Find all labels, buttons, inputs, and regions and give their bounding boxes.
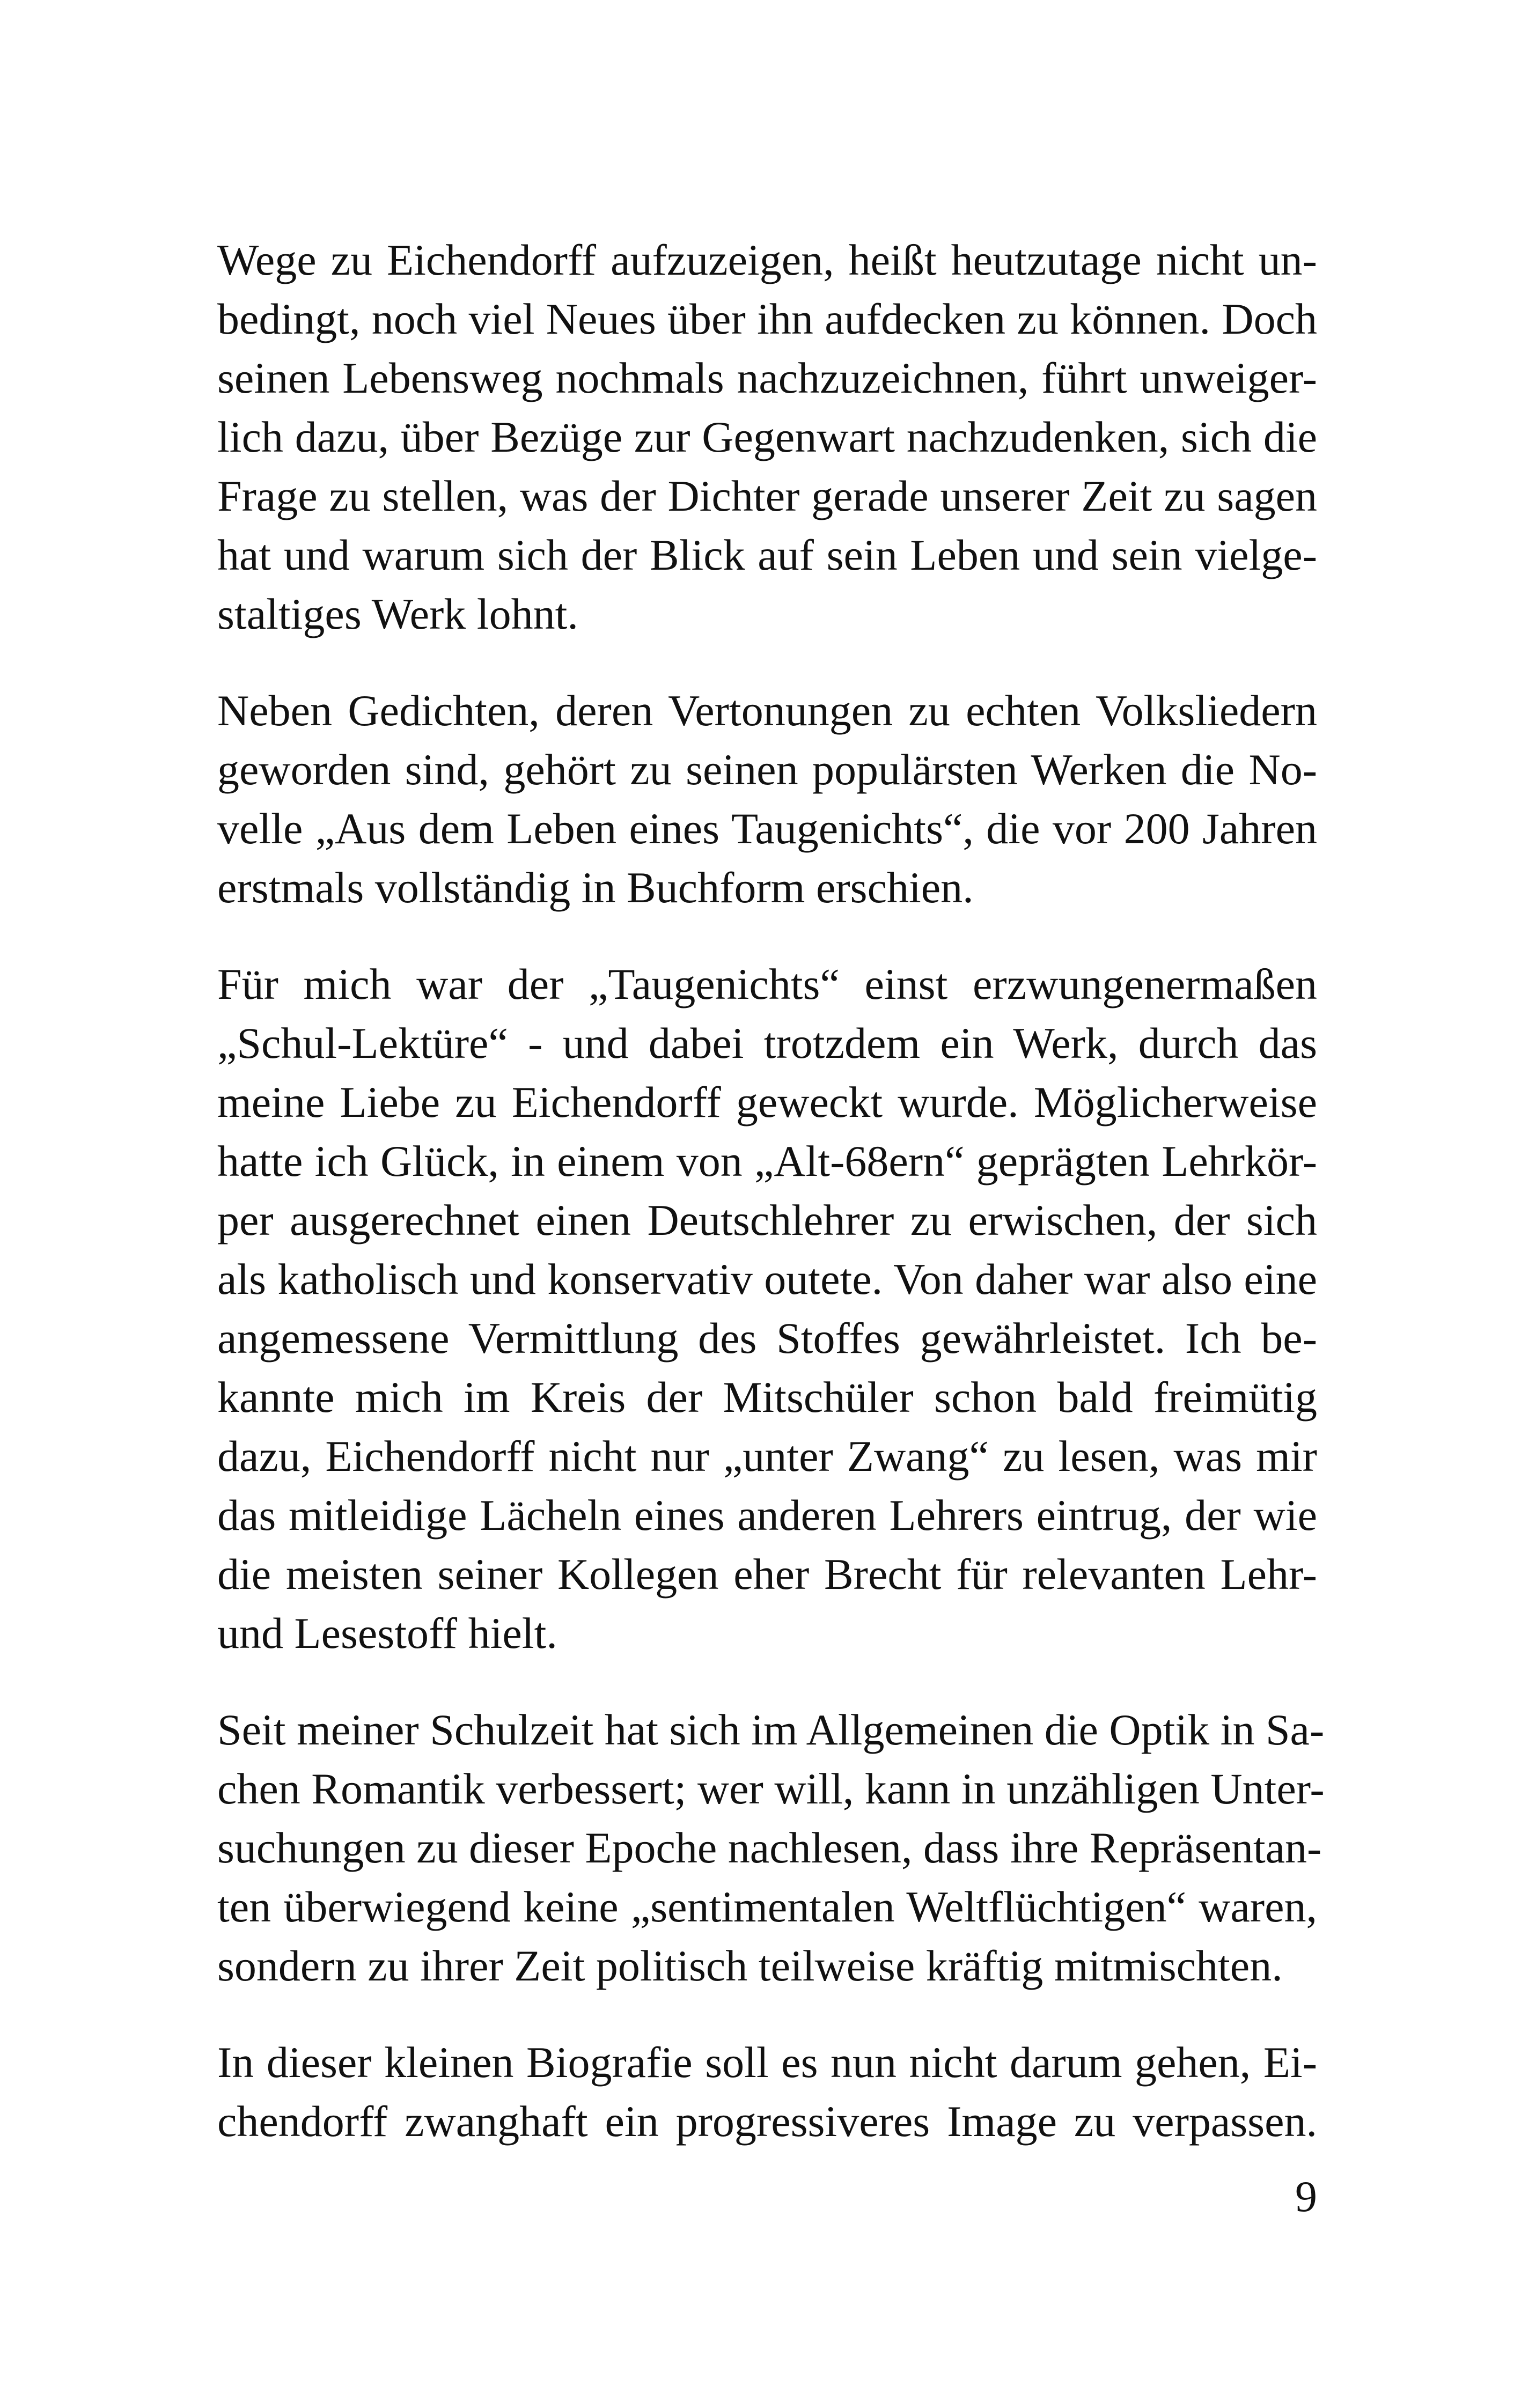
text-line: erstmals vollständig in Buchform erschien. [217, 863, 974, 912]
paragraph-2 [217, 681, 1317, 917]
paragraph-4 [217, 1700, 1325, 1995]
text-line: suchungen zu dieser Epoche nachlesen, dass ihre Repräsentan- [217, 1823, 1322, 1872]
text-line: seinen Lebensweg nochmals nachzuzeichnen, führt unweiger- [217, 354, 1317, 402]
text-line: geworden sind, gehört zu seinen populärsten Werken die No- [217, 745, 1317, 794]
text-line: hat und warum sich der Blick auf sein Leben und sein vielge- [217, 531, 1317, 579]
text-line: dazu, Eichendorff nicht nur „unter Zwang“ zu lesen, was mir [217, 1432, 1317, 1481]
paragraph-3 [217, 955, 1317, 1663]
text-line: chen Romantik verbessert; wer will, kann in unzähligen Unter- [217, 1764, 1325, 1813]
text-line: Für mich war der „Taugenichts“ einst erzwungenermaßen [217, 960, 1317, 1008]
text-line: Neben Gedichten, deren Vertonungen zu echten Volksliedern [217, 686, 1317, 735]
text-line: lich dazu, über Bezüge zur Gegenwart nachzudenken, sich die [217, 413, 1317, 461]
text-line: velle „Aus dem Leben eines Taugenichts“, die vor 200 Jahren [217, 804, 1317, 853]
page-body [217, 231, 1325, 2189]
text-line: Seit meiner Schulzeit hat sich im Allgemeinen die Optik in Sa- [217, 1705, 1325, 1754]
text-line: „Schul-Lektüre“ - und dabei trotzdem ein Werk, durch das [217, 1019, 1317, 1067]
text-line: kannte mich im Kreis der Mitschüler schon bald freimütig [217, 1373, 1317, 1422]
text-line: die meisten seiner Kollegen eher Brecht für relevanten Lehr- [217, 1550, 1317, 1599]
text-line: In dieser kleinen Biografie soll es nun nicht darum gehen, Ei- [217, 2038, 1317, 2087]
text-line: Wege zu Eichendorff aufzuzeigen, heißt heutzutage nicht un- [217, 235, 1317, 284]
text-line: per ausgerechnet einen Deutschlehrer zu erwischen, der sich [217, 1196, 1317, 1244]
text-line: ten überwiegend keine „sentimentalen Weltflüchtigen“ waren, [217, 1882, 1317, 1931]
text-line: bedingt, noch viel Neues über ihn aufdecken zu können. Doch [217, 294, 1317, 343]
text-line: sondern zu ihrer Zeit politisch teilweise kräftig mitmischten. [217, 1941, 1283, 1990]
text-line: angemessene Vermittlung des Stoffes gewährleistet. Ich be- [217, 1314, 1317, 1363]
text-line: als katholisch und konservativ outete. Von daher war also eine [217, 1255, 1317, 1304]
paragraph-1 [217, 231, 1317, 644]
text-line: und Lesestoff hielt. [217, 1609, 557, 1658]
text-line: chendorff zwanghaft ein progressiveres Image zu verpassen. [217, 2097, 1317, 2146]
text-line: staltiges Werk lohnt. [217, 590, 578, 638]
text-line: hatte ich Glück, in einem von „Alt-68ern“ geprägten Lehrkör- [217, 1137, 1317, 1185]
page-number: 9 [1295, 2172, 1317, 2221]
text-line: meine Liebe zu Eichendorff geweckt wurde. Möglicherweise [217, 1078, 1317, 1126]
paragraph-5 [217, 2033, 1317, 2151]
text-line: Frage zu stellen, was der Dichter gerade unserer Zeit zu sagen [217, 472, 1317, 520]
text-line: das mitleidige Lächeln eines anderen Lehrers eintrug, der wie [217, 1491, 1317, 1540]
